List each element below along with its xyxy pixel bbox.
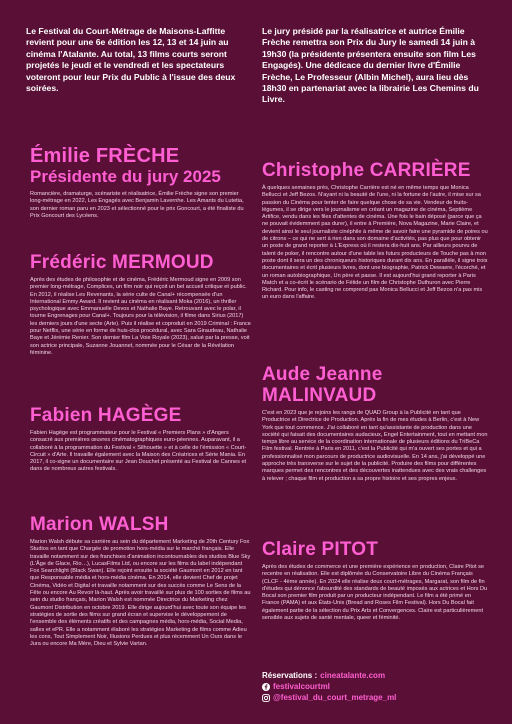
- member-name: Marion WALSH: [30, 514, 169, 535]
- contact-footer: [262, 670, 488, 703]
- member-fabien-hagege: [30, 405, 252, 474]
- facebook-handle[interactable]: festivalcourtml: [273, 682, 330, 691]
- instagram-line: [262, 692, 488, 703]
- intro-festival-text: Le Festival du Court-Métrage de Maisons-Laffitte revient pour une 6e édition les 12, 13 et 14 juin au cinéma l'Atalante. Au total, 13 films courts seront projetés le jeudi et le vendredi et les spectateurs voteront pour leur Prix du Public à l'issue des deux soirées.: [26, 26, 236, 94]
- member-name: Fabien HAGÈGE: [30, 405, 182, 426]
- member-claire-pitot: [262, 539, 488, 622]
- instagram-handle[interactable]: @festival_du_court_metrage_ml: [273, 693, 397, 702]
- member-frederic-mermoud: [30, 252, 252, 357]
- member-bio: Marion Walsh débute sa carrière au sein du département Marketing de 20th Century Fox Studios en tant que Chargée de promotion hors-média sur le marché français. Elle travaille notamment sur des franchises d'animation incontournables des studios Blue Sky (L'Âge de Glace, Rio…), LucasFilms Ltd, ou encore sur les films du label indépendant Fox Searchlight (Black Swan). Elle rejoint ensuite la société Gaumont en 2012 en tant que Responsable média et hors-média cinéma. En 2014, elle devient Chef de projet Cinéma, Vidéo et Digital et travaille notamment sur des succès comme Le Sens de la Fête ou encore Au Revoir là-haut. Après avoir travaillé sur plus de 100 sorties de films au sein du studio français, Marion Walsh est nommée Directrice du Marketing chez Gaumont Distribution en octobre 2019. Elle dirige aujourd'hui avec toute son équipe les stratégies de sortie des films sur grand écran et supervise le développement de l'ensemble des éléments créatifs et des campagnes média, hors-média, Social Media, salles et ePR. Elle a notamment élaboré les stratégies Marketing de films comme Adieu les cons, Tout Simplement Noir, Illusions Perdues et plus récemment Un Ours dans le Jura ou encore Ma Mère, Dieu et Sylvie Vartan.: [30, 539, 251, 648]
- member-name: Claire PITOT: [262, 539, 379, 560]
- member-aude-jeanne-malinvaud: [262, 364, 488, 483]
- member-bio: Après des études de commerce et une première expérience en production, Claire Pitot se recentre en réalisation. Elle est diplômée du Conservatoire Libre du Cinéma Français (CLCF - 4ème année). En 2024 elle réalise deux court-métrages, Margarat, son film de fin d'études qui dénonce l'absurdité des standards de beauté imposés aux actrices et Hors Du Bocal son premier film produit par un producteur indépendant. Le film a été primé en France (PAMA) et aux États-Unis (Bread and Roses Film Festival). Hors Du Bocal fait également partie de la sélection du Prix Arts et Convergences. Claire est particulièrement sensible aux sujets de santé mentale, queer et féminité.: [262, 564, 488, 622]
- member-marion-walsh: [30, 514, 252, 648]
- facebook-line: [262, 681, 488, 692]
- member-name: Frédéric MERMOUD: [30, 252, 214, 273]
- member-bio: Romancière, dramaturge, scénariste et réalisatrice, Émilie Frèche signe son premier long-métrage en 2022, Les Engagés avec Benjamin Lavernhe. Les Amants du Lutetia, son dernier roman paru en 2023 et sélectionné pour le prix Goncourt, a été finaliste du Prix Goncourt des Lycéens.: [30, 191, 244, 219]
- member-subtitle: Présidente du jury 2025: [30, 167, 221, 186]
- instagram-icon: [262, 694, 270, 702]
- intro-jury-text: Le jury présidé par la réalisatrice et autrice Émilie Frèche remettra son Prix du Jury le samedi 14 juin à 19h30 (la présidente présentera ensuite son film Les Engagés). Une dédicace du dernier livre d'Émilie Frèche, Le Professeur (Albin Michel), aura lieu dès 18h30 en partenariat avec la librairie Les Chemins du Livre.: [262, 26, 479, 105]
- reservations-link[interactable]: cineatalante.com: [320, 671, 386, 680]
- member-bio: Fabien Hagège est programmateur pour le Festival « Premiers Plans » d'Angers consacré aux premières œuvres cinématographiques euro-péennes. Auparavant, il a collaboré à la programmation du Festival « Silhouette » et à celle de l'émission « Court-Circuit » d'Arte. Il travaille également avec la Maison des Créatrices et Série Mania. En 2017, il co-signe un documentaire sur Jean Douchet présenté au Festival de Cannes et dans de nombreux autres festivals.: [30, 430, 247, 473]
- member-name: Christophe CARRIÈRE: [262, 160, 471, 181]
- member-bio: C'est en 2023 que je rejoins les rangs de QUAD Group à la Publicité en tant que Productrice et Directrice de Production. Après la fin de mes études à Berlin, c'est à New York que tout commence. J'ai collaboré en tant qu'assistante de production dans une société qui faisait des documentaires audacieux, Engel Entertainment, tout en mettant mon temps libre au service de la coordination internationale de plusieurs éditions du TriBeCa Film festival. Rentrée à Paris en 2011, c'est la Publicité qui m'a ouvert ses portes et qui a professionnalisé mon parcours de productrice audiovisuelle. En 14 ans, j'ai développé une approche très transverse sur le sujet de la publicité. Produire des films pour différentes marques permet des rencontres et des découvertes inattendues avec des vrais challenges à relever ; chaque film et production a sa propre histoire et ses propres enjeux.: [262, 410, 488, 482]
- facebook-icon: [262, 683, 270, 691]
- member-emilie-freche: [30, 146, 252, 220]
- reservations-label: Réservations :: [262, 671, 318, 680]
- member-christophe-carriere: [262, 160, 488, 302]
- reservations-line: [262, 670, 488, 681]
- member-name: Aude Jeanne MALINVAUD: [262, 364, 383, 406]
- member-name: Émilie FRÈCHE: [30, 145, 180, 167]
- member-bio: À quelques semaines près, Christophe Carrière est né en même temps que Monica Bellucci et Jeff Bezos. N'ayant ni la beauté de l'une, ni la fortune de l'autre, il mise sur sa passion du Cinéma pour tenter de faire quelque chose de sa vie. Vendeur de fruits-légumes, il se dirige vers le journalisme en créant un magazine de cinéma, Septième Artifice, vendu dans les files d'attentes de cinéma. Une fois le bain déposé (parce que ça ne pouvait évidemment pas durer), il entre à Première, Nova Magazine, Marie Claire, et devient ainsi le seul journaliste cinéphile à même de savoir faire une pyramide de poires ou de citrons – ce qui ne sert à rien dans son domaine d'activités, pas plus que pour obtenir un poste de grand reporter à L'Express où il restera dix-huit ans. Par ailleurs pourvu de talent de poker, il rencontre autour d'une table les futurs producteurs de Touche pas à mon poste dont il sera un des chroniqueurs historiques durant dix ans. En parallèle, il signe trois documentaires et écrit plusieurs livres, dont une biographie, Patrick Dewaere, l'écorché, et un roman autobiographique, Un père et passe. Il est aujourd'hui grand reporter à Paris Match et a co-écrit le scénario de Fétide un film de Christophe Duthuron avec Pierre Richard. Pour info, le casting ne comprend pas Monica Bellucci et Jeff Bezos n'a pas mis un euro dans l'affaire.: [262, 185, 488, 301]
- member-bio: Après des études de philosophie et de cinéma, Frédéric Mermoud signe en 2009 son premier long-métrage, Complices, un film noir qui reçoit un bel accueil critique et public. En 2012, il réalise Les Revenants, la série culte de Canal+ récompensée d'un International Emmy Award. Il revient au cinéma en réalisant Moka (2016), un thriller psychologique avec Emmanuelle Devos et Nathalie Baye. Retrouvant avec le polar, il tourne Engrenages pour Canal+. Toujours pour la télévision, il filme dans Sirius (2017) les derniers jours d'une secte (Arte). Puis il réalise et coproduit en 2019 Criminal : France pour Netflix, une série en forme de huis-clos procédural, avec Sara Giraudeau, Nathalie Baye et Jérémie Renier. Son dernier film La Voie Royale (2023), salué par la presse, voit son actrice principale, Suzanne Jouannet, nommée pour le César de la Révélation féminine.: [30, 277, 251, 356]
